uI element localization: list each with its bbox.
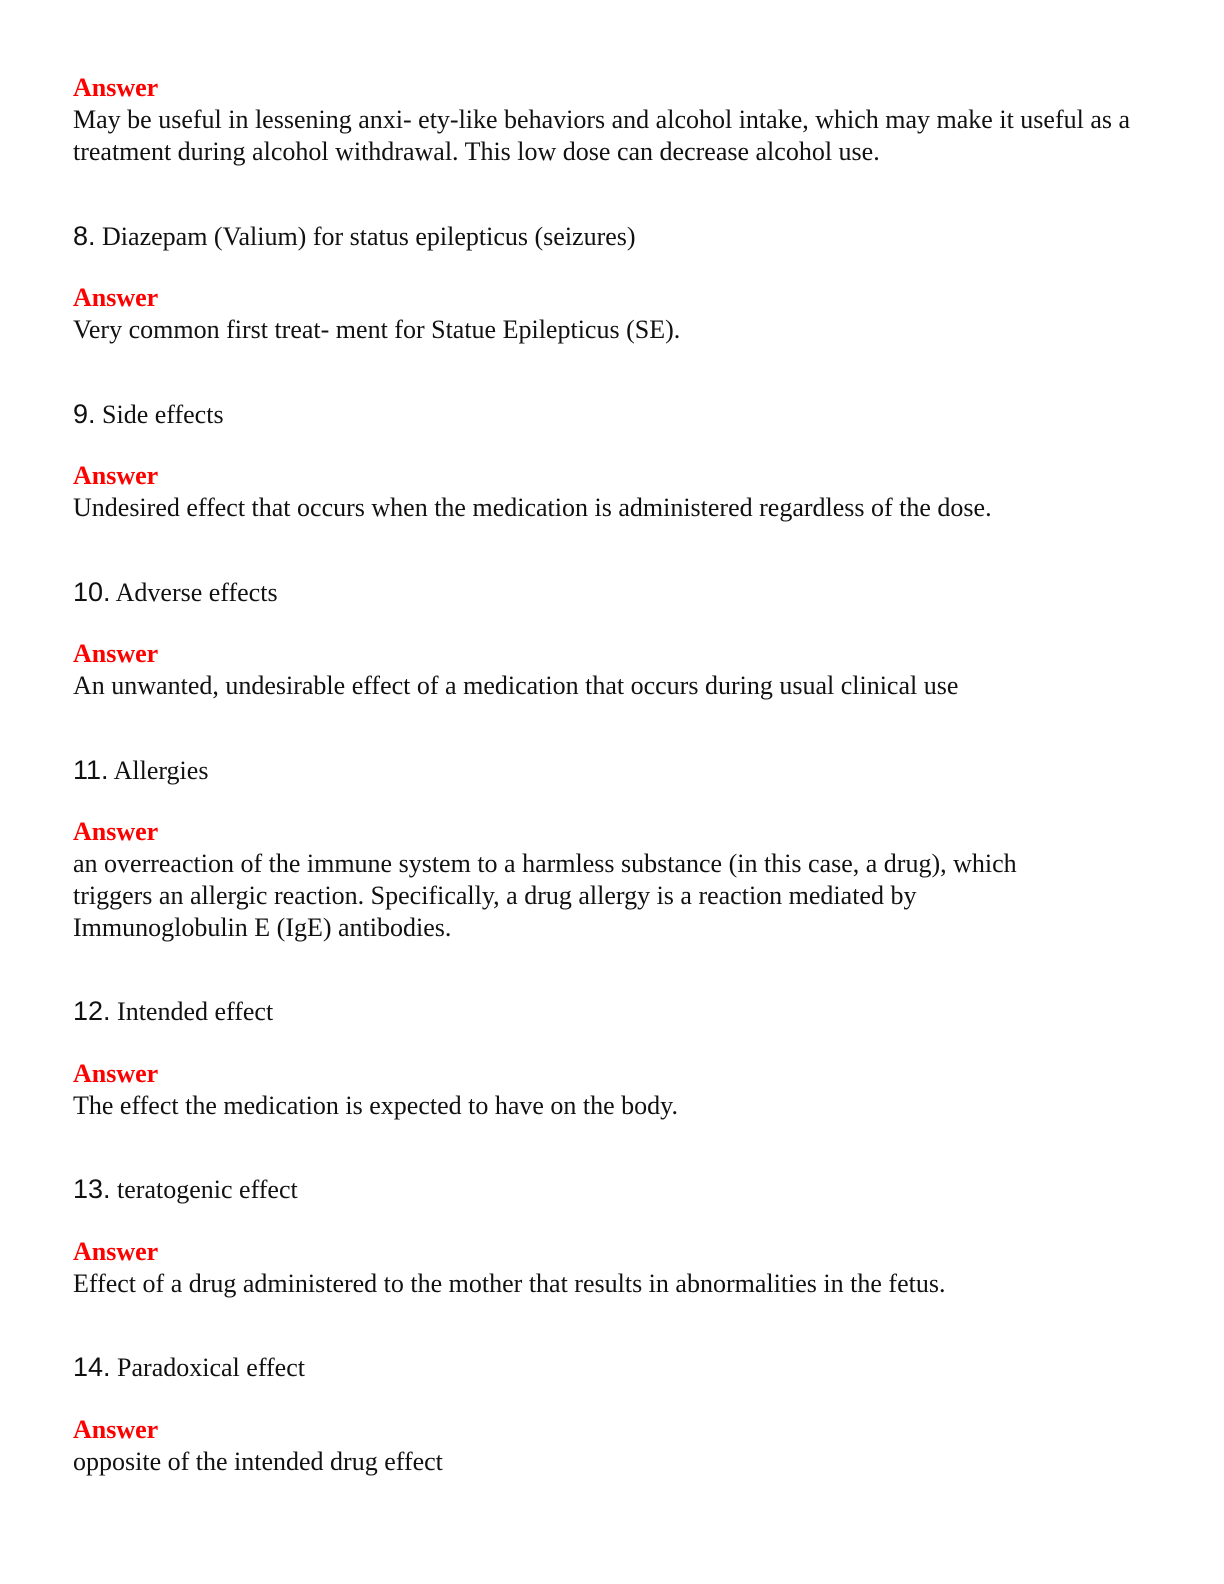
question-item	[73, 995, 273, 1028]
answer-label: Answer	[73, 73, 159, 102]
question-number: 8.	[73, 221, 96, 251]
answer-label: Answer	[73, 461, 159, 490]
question-text: Adverse effects	[115, 578, 278, 607]
question-text: Paradoxical effect	[117, 1353, 305, 1382]
question-number: 13.	[73, 1174, 111, 1204]
answer-label: Answer	[73, 283, 159, 312]
question-item	[73, 1351, 305, 1384]
question-number: 12.	[73, 996, 111, 1026]
answer-text: Effect of a drug administered to the mother that results in abnormalities in the fetus.	[73, 1269, 946, 1298]
question-item	[73, 398, 224, 431]
question-number: 11.	[73, 755, 109, 785]
question-text: Side effects	[102, 400, 224, 429]
question-item	[73, 754, 208, 787]
question-text: Intended effect	[117, 997, 274, 1026]
answer-label: Answer	[73, 1237, 159, 1266]
answer-text: An unwanted, undesirable effect of a medication that occurs during usual clinical use	[73, 671, 959, 700]
question-number: 9.	[73, 399, 96, 429]
answer-text: The effect the medication is expected to have on the body.	[73, 1091, 678, 1120]
question-item	[73, 576, 278, 609]
question-item	[73, 220, 636, 253]
answer-label: Answer	[73, 817, 159, 846]
question-text: Allergies	[113, 756, 209, 785]
answer-text: opposite of the intended drug effect	[73, 1447, 443, 1476]
answer-label: Answer	[73, 1415, 159, 1444]
answer-text: Very common first treat- ment for Statue Epilepticus (SE).	[73, 315, 681, 344]
question-number: 14.	[73, 1352, 111, 1382]
answer-text: an overreaction of the immune system to a harmless substance (in this case, a drug), which triggers an allergic reaction. Specifically, a drug allergy is a reaction mediated by Immunoglobulin E (IgE) antibodies.	[73, 849, 1017, 942]
answer-text: May be useful in lessening anxi- ety-like behaviors and alcohol intake, which may make it useful as a treatment during alcohol withdrawal. This low dose can decrease alcohol use.	[73, 105, 1131, 166]
answer-label: Answer	[73, 639, 159, 668]
question-item	[73, 1173, 298, 1206]
answer-label: Answer	[73, 1059, 159, 1088]
question-text: Diazepam (Valium) for status epilepticus (seizures)	[102, 222, 636, 251]
question-number: 10.	[73, 577, 111, 607]
answer-text: Undesired effect that occurs when the medication is administered regardless of the dose.	[73, 493, 992, 522]
question-text: teratogenic effect	[117, 1175, 298, 1204]
